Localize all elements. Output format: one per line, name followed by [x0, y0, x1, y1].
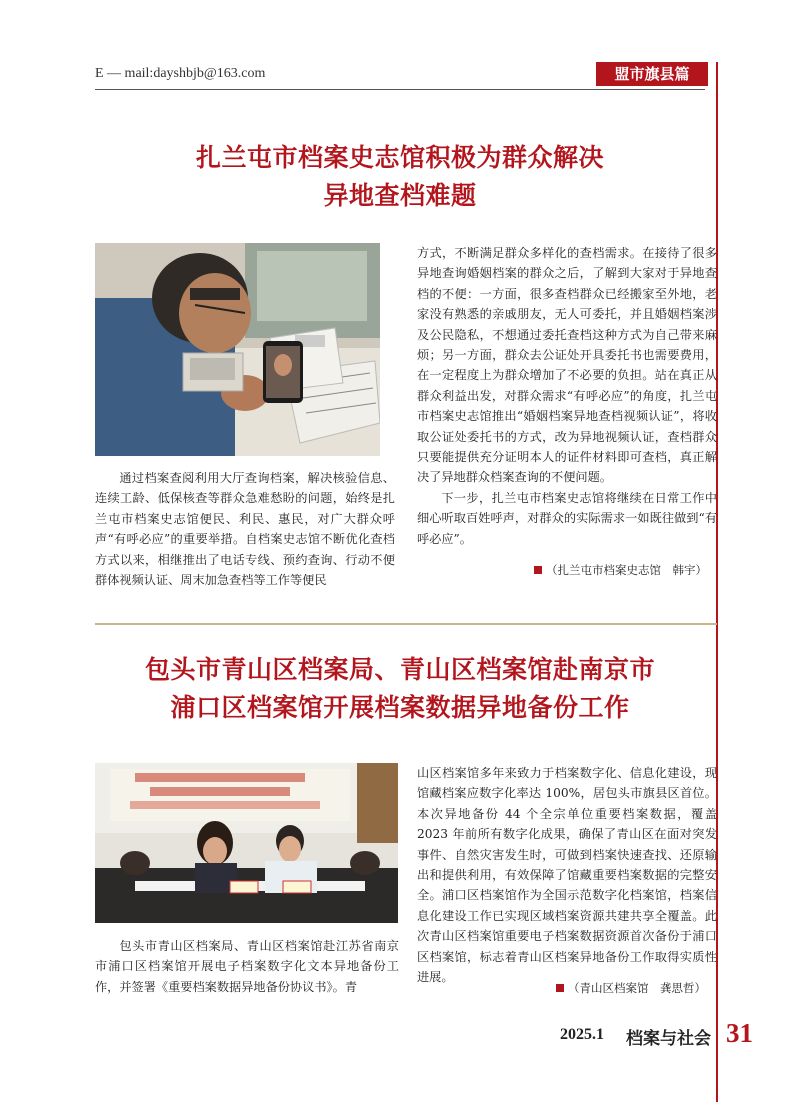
article1-left-column: [95, 468, 395, 590]
article2-title-line2: 浦口区档案馆开展档案数据异地备份工作: [170, 693, 630, 722]
page-number: 31: [726, 1018, 753, 1048]
article1-title-line2: 异地查档难题: [323, 181, 477, 210]
article1-byline: [534, 562, 707, 578]
section-tab: 盟市旗县篇: [596, 62, 708, 86]
footer-brand: 档案与社会: [626, 1029, 711, 1049]
article1-photo: [95, 243, 380, 456]
article-divider: [95, 623, 717, 625]
article1-left-paragraph: 通过档案查阅利用大厅查询档案，解决核验信息、连续工龄、低保核查等群众急难愁盼的问题，始终是扎兰屯市档案史志馆便民、利民、惠民，对广大群众呼声“有呼必应”的重要举措。自档案史志馆不断优化查档方式以来，相继推出了电话专线、预约查询、行动不便群体视频认证、周末加急查档等工作等便民: [95, 471, 395, 588]
article2-right-column: [417, 763, 717, 987]
article1-right-paragraph-2: 下一步，扎兰屯市档案史志馆将继续在日常工作中细心听取百姓呼声，对群众的实际需求一如既往做到“有呼必应”。: [417, 490, 717, 546]
article1-right-paragraph-1: 方式，不断满足群众多样化的查档需求。在接待了很多异地查询婚姻档案的群众之后，了解到大家对于异地查档的不便：一方面，很多查档群众已经搬家至外地，老家没有熟悉的亲戚朋友，无人可委托，并且婚姻档案涉及公民隐私，不想通过委托查档这种方式为自己带来麻烦；另一方面，群众去公证处开具委托书也需要费用，在一定程度上为群众增加了不必要的负担。站在真正从群众利益出发，对群众需求“有呼必应”的角度，扎兰屯市档案史志馆推出“婚姻档案异地查档视频认证”，将收取公证处委托书的方式，改为异地视频认证，查档群众只要能提供充分证明本人的证件材料即可查档，真正解决了异地群众档案查询的不便问题。: [417, 246, 717, 485]
article1-right-column: [417, 243, 717, 549]
article2-left-paragraph: 包头市青山区档案局、青山区档案馆赴江苏省南京市浦口区档案馆开展电子档案数字化文本异地备份工作，并签署《重要档案数据异地备份协议书》。青: [95, 939, 399, 994]
article2-title-line1: 包头市青山区档案局、青山区档案馆赴南京市: [144, 655, 655, 684]
header-rule: [95, 89, 705, 90]
header-email: E — mail:dayshbjb@163.com: [95, 66, 266, 81]
footer-date: 2025.1: [560, 1026, 604, 1043]
article1-byline-text: （扎兰屯市档案史志馆 韩宇）: [546, 563, 707, 577]
article2-right-paragraph: 山区档案馆多年来致力于档案数字化、信息化建设，现馆藏档案应数字化率达 100%，居包头市旗县区首位。本次异地备份 44 个全宗单位重要档案数据，覆盖 2023 年前所有数字化成果，确保了青山区在面对突发事件、自然灾害发生时，可做到档案快速查找、还原输出和提供利用，有效保障了馆藏重要档案数据的完整安全。浦口区档案馆作为全国示范数字化档案馆，档案信息化建设工作已实现区域档案资源共建共享全覆盖。此次青山区档案馆重要电子档案数据资源首次备份于浦口区档案馆，标志着青山区档案异地备份工作取得实质性进展。: [417, 766, 717, 985]
article2-left-column: [95, 936, 399, 997]
article2-byline: [556, 980, 706, 996]
article2-byline-text: （青山区档案馆 龚思哲）: [568, 981, 706, 995]
article2-photo: [95, 763, 398, 923]
byline-marker: [556, 984, 564, 992]
byline-marker: [534, 566, 542, 574]
article1-title-line1: 扎兰屯市档案史志馆积极为群众解决: [195, 143, 604, 172]
